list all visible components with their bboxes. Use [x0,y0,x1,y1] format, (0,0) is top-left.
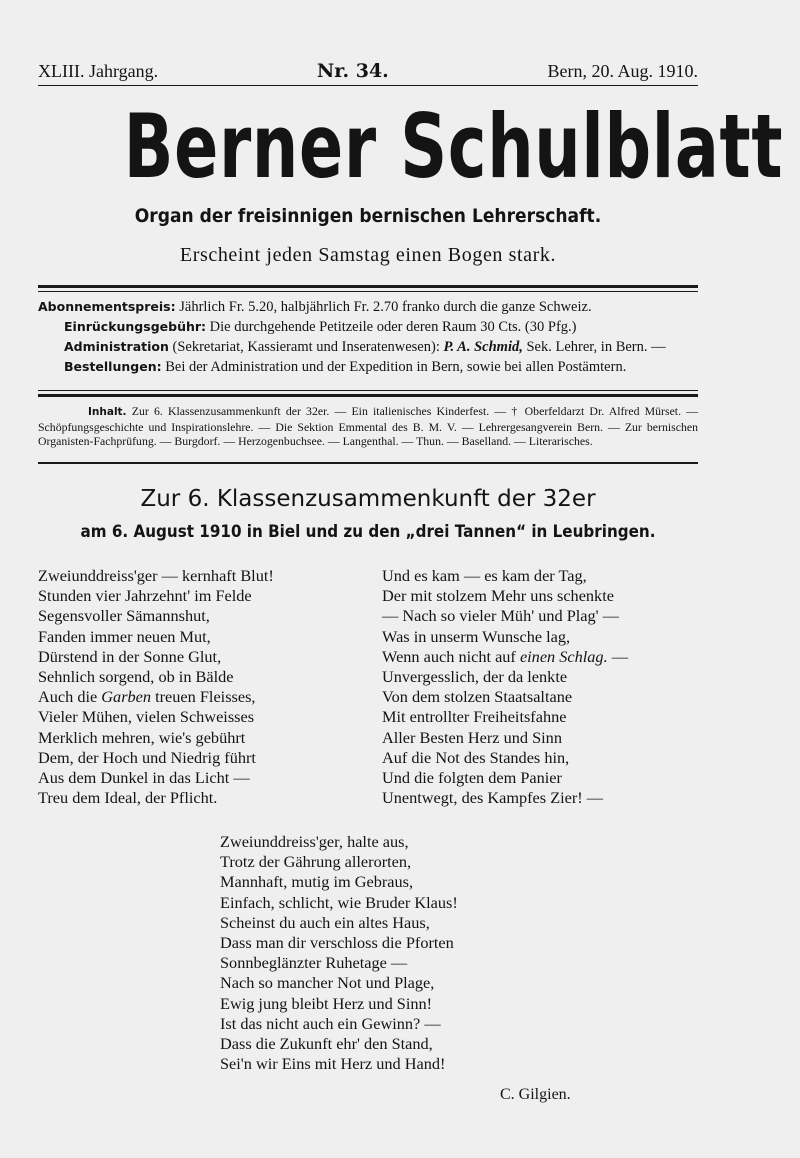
poem-line: Stunden vier Jahrzehnt' im Felde [38,586,252,606]
poem-line: Merklich mehren, wie's gebührt [38,727,246,747]
publication-frequency: Erscheint jeden Samstag einen Bogen stark. [179,244,557,266]
administration-name: P. A. Schmid, [443,339,523,355]
article-title: Zur 6. Klassenzusammenkunft der 32er [140,486,596,512]
poem-line: Segensvoller Sämannshut, [38,606,210,626]
article-subtitle: am 6. August 1910 in Biel und zu den „drei Tannen“ in Leubringen. [80,522,656,541]
subscription-info [38,297,698,377]
poem-line: Ewig jung bleibt Herz und Sinn! [220,993,433,1013]
poem-line: Von dem stolzen Staatsaltane [382,687,573,707]
poem-line: Und es kam — es kam der Tag, [382,566,587,585]
poem-line: Zweiunddreiss'ger, halte aus, [220,832,409,851]
poem-line: Dass die Zukunft ehr' den Stand, [220,1034,433,1054]
issue-header [38,60,698,82]
orders-label: Bestellungen: [64,359,162,374]
poem-line: Fanden immer neuen Mut, [38,626,211,646]
abo-label: Abonnementspreis: [38,299,176,314]
thin-rule-mid [38,390,698,391]
organ-subtitle: Organ der freisinnigen bernischen Lehrerschaft. [134,205,602,227]
poem-line: Aller Besten Herz und Sinn [382,727,562,747]
administration-text-2: Sek. Lehrer, in Bern. — [526,339,666,355]
thick-rule-mid [38,394,698,397]
poem-line: Dass man dir verschloss die Pforten [220,933,454,953]
poem-line: Und die folgten dem Panier [382,768,562,788]
administration-label: Administration [64,339,169,354]
poem-line: Auch die Garben treuen Fleisses, [38,687,256,707]
table-of-contents [38,404,698,449]
poem-line: Wenn auch nicht auf einen Schlag. — [382,646,629,666]
poem-line: Unentwegt, des Kampfes Zier! — [382,788,604,808]
poem-line: Der mit stolzem Mehr uns schenkte [382,586,614,606]
abo-text: Jährlich Fr. 5.20, halbjährlich Fr. 2.70 franko durch die ganze Schweiz. [179,299,592,315]
poem-line: Sonnbeglänzter Ruhetage — [220,953,408,973]
poem-line: Einfach, schlicht, wie Bruder Klaus! [220,892,458,912]
author-signature: C. Gilgien. [500,1086,571,1103]
poem-line: Vieler Mühen, vielen Schweisses [38,707,255,727]
poem-center-stanza [220,832,458,1074]
poem-line: Nach so mancher Not und Plage, [220,973,435,993]
administration-text: (Sekretariat, Kassieramt und Inseratenwesen): [172,339,440,355]
poem-line: Mit entrollter Freiheitsfahne [382,707,567,727]
poem-line: Ist das nicht auch ein Gewinn? — [220,1013,441,1033]
volume-label: XLIII. Jahrgang. [38,61,159,81]
insertion-text: Die durchgehende Petitzeile oder deren Raum 30 Cts. (30 Pfg.) [209,319,577,335]
contents-label: Inhalt. [88,406,127,418]
poem-line: Auf die Not des Standes hin, [382,747,570,767]
issue-number: Nr. 34. [316,60,389,82]
poem-line: Mannhaft, mutig im Gebraus, [220,872,414,892]
poem-line: Dürstend in der Sonne Glut, [38,646,222,666]
poem-line: Scheinst du auch ein altes Haus, [220,912,430,932]
thick-rule-top [38,285,698,288]
poem-line: — Nach so vieler Müh' und Plag' — [382,606,619,626]
poem-line: Zweiunddreiss'ger — kernhaft Blut! [38,566,274,585]
contents-rule [38,462,698,464]
poem-line: Aus dem Dunkel in das Licht — [38,768,250,788]
poem-line: Dem, der Hoch und Niedrig führt [38,747,256,767]
poem-line: Was in unserm Wunsche lag, [382,626,571,646]
poem-right-column [382,566,628,808]
poem-line: Trotz der Gährung allerorten, [220,852,412,872]
place-date: Bern, 20. Aug. 1910. [547,61,698,81]
masthead-title: Berner Schulblatt [123,95,784,198]
orders-text: Bei der Administration und der Expedition in Bern, sowie bei allen Postämtern. [165,359,627,375]
contents-text: Zur 6. Klassenzusammenkunft der 32er. — Ein italienisches Kinderfest. — † Oberfeldarzt Dr. Alfred Mürset. — Schöpfungsgeschichte und Inspirationslehre. — Die Sektion Emmental des B. M. V. — Lehrergesangverein Bern. — Zur bernischen Organisten-Fachprüfung. — Burgdorf. — Herzogenbuchsee. — Langenthal. — Thun. — Baselland. — Literarisches. [38,404,698,448]
thin-rule-top [38,291,698,292]
insertion-label: Einrückungsgebühr: [64,319,207,334]
header-rule [38,85,698,86]
poem-line: Treu dem Ideal, der Pflicht. [38,788,218,808]
poem-line: Unvergesslich, der da lenkte [382,667,568,687]
poem-line: Sehnlich sorgend, ob in Bälde [38,667,234,687]
poem-left-column [38,566,274,808]
poem-line: Sei'n wir Eins mit Herz und Hand! [220,1054,446,1074]
